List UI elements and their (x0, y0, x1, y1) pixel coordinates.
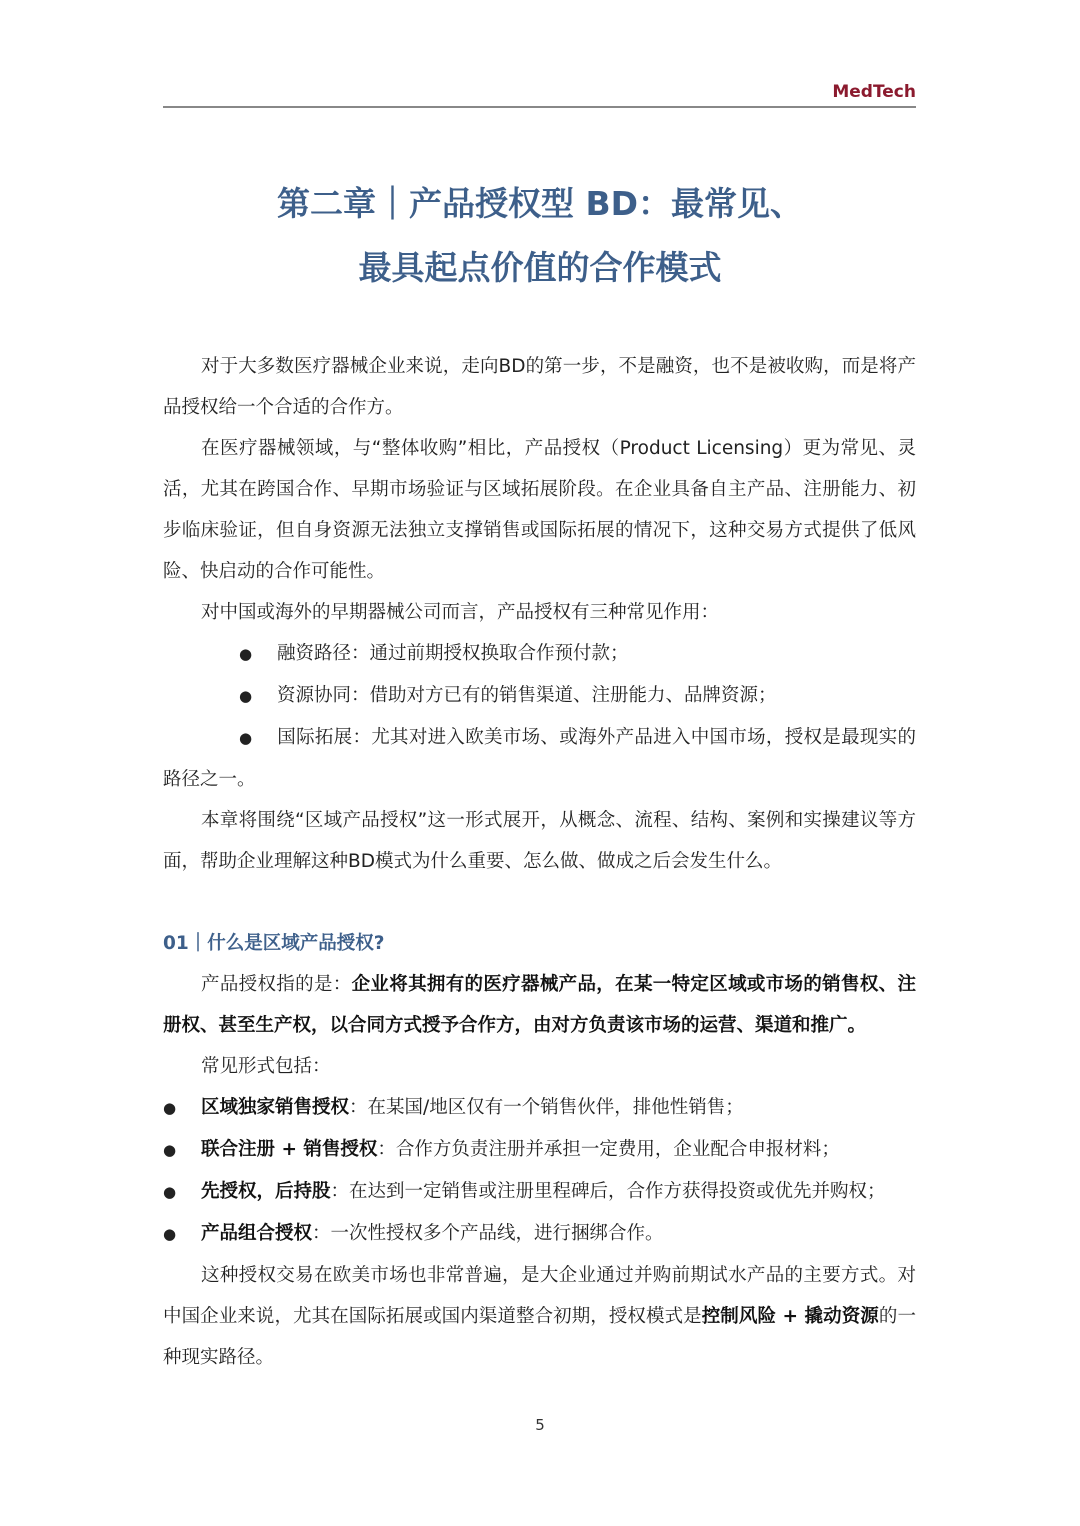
paragraph: 对中国或海外的早期器械公司而言，产品授权有三种常见作用： (201, 602, 720, 623)
list-item-text: 融资路径：通过前期授权换取合作预付款； (277, 643, 629, 664)
page-body (163, 346, 916, 1378)
list-item-text: ：在某国/地区仅有一个销售伙伴，排他性销售； (349, 1097, 744, 1118)
list-item (163, 1171, 916, 1213)
list-item (163, 1213, 916, 1255)
bullet-icon: ● (163, 1183, 177, 1201)
bullet-icon: ● (239, 729, 253, 747)
header-brand: MedTech (832, 82, 916, 102)
chapter-title (0, 172, 1080, 300)
list-item-text: ：合作方负责注册并承担一定费用，企业配合申报材料； (377, 1139, 840, 1160)
bullet-icon: ● (239, 645, 253, 663)
list-item-term: 联合注册 + 销售授权 (201, 1139, 378, 1160)
section-heading: 01｜什么是区域产品授权? (163, 933, 385, 954)
list-item-text: ：在达到一定销售或注册里程碑后，合作方获得投资或优先并购权； (330, 1181, 886, 1202)
paragraph: 常见形式包括： (201, 1056, 331, 1077)
list-item-term: 先授权，后持股 (201, 1181, 331, 1202)
list-item (163, 1129, 916, 1171)
chapter-title-line-2: 最具起点价值的合作模式 (358, 248, 722, 287)
list-item-text: 国际拓展：尤其对进入欧美市场、或海外产品进入中国市场，授权是最现实的路径之一。 (163, 727, 916, 790)
list-item (163, 1087, 916, 1129)
chapter-title-line-1: 第二章｜产品授权型 BD：最常见、 (276, 184, 804, 223)
text-run: 这种授权交易在欧美市场也非常普遍，是大企业通过并购前期试水产品的主要方式。对中国企业来说，尤其在国际拓展或国内渠道整合初期，授权模式是 (163, 1265, 916, 1327)
emphasis-text: 控制风险 + 撬动资源 (701, 1306, 879, 1327)
text-run: 的一种现实路径。 (163, 1306, 916, 1368)
paragraph: 本章将围绕“区域产品授权”这一形式展开，从概念、流程、结构、案例和实操建议等方面，帮助企业理解这种BD模式为什么重要、怎么做、做成之后会发生什么。 (163, 810, 916, 872)
definition-text: 企业将其拥有的医疗器械产品，在某一特定区域或市场的销售权、注册权、甚至生产权，以合同方式授予合作方，由对方负责该市场的运营、渠道和推广。 (163, 974, 916, 1036)
bullet-icon: ● (163, 1099, 177, 1117)
definition-paragraph (163, 964, 916, 1046)
list-item-text: ：一次性授权多个产品线，进行捆绑合作。 (312, 1223, 664, 1244)
list-item (163, 633, 916, 675)
list-item-term: 产品组合授权 (201, 1223, 313, 1244)
paragraph (163, 1255, 916, 1378)
header-divider (163, 106, 916, 108)
page-number: 5 (535, 1416, 545, 1434)
bullet-icon: ● (163, 1225, 177, 1243)
list-item (163, 717, 916, 800)
paragraph: 在医疗器械领域，与“整体收购”相比，产品授权（Product Licensing）更为常见、灵活，尤其在跨国合作、早期市场验证与区域拓展阶段。在企业具备自主产品、注册能力、初步临床验证，但自身资源无法独立支撑销售或国际拓展的情况下，这种交易方式提供了低风险、快启动的合作可能性。 (163, 438, 916, 582)
definition-lead: 产品授权指的是： (201, 974, 352, 995)
bullet-icon: ● (239, 687, 253, 705)
list-item-term: 区域独家销售授权 (201, 1097, 350, 1118)
paragraph: 对于大多数医疗器械企业来说，走向BD的第一步，不是融资，也不是被收购，而是将产品授权给一个合适的合作方。 (163, 356, 916, 418)
list-item-text: 资源协同：借助对方已有的销售渠道、注册能力、品牌资源； (277, 685, 777, 706)
list-item (163, 675, 916, 717)
bullet-icon: ● (163, 1141, 177, 1159)
